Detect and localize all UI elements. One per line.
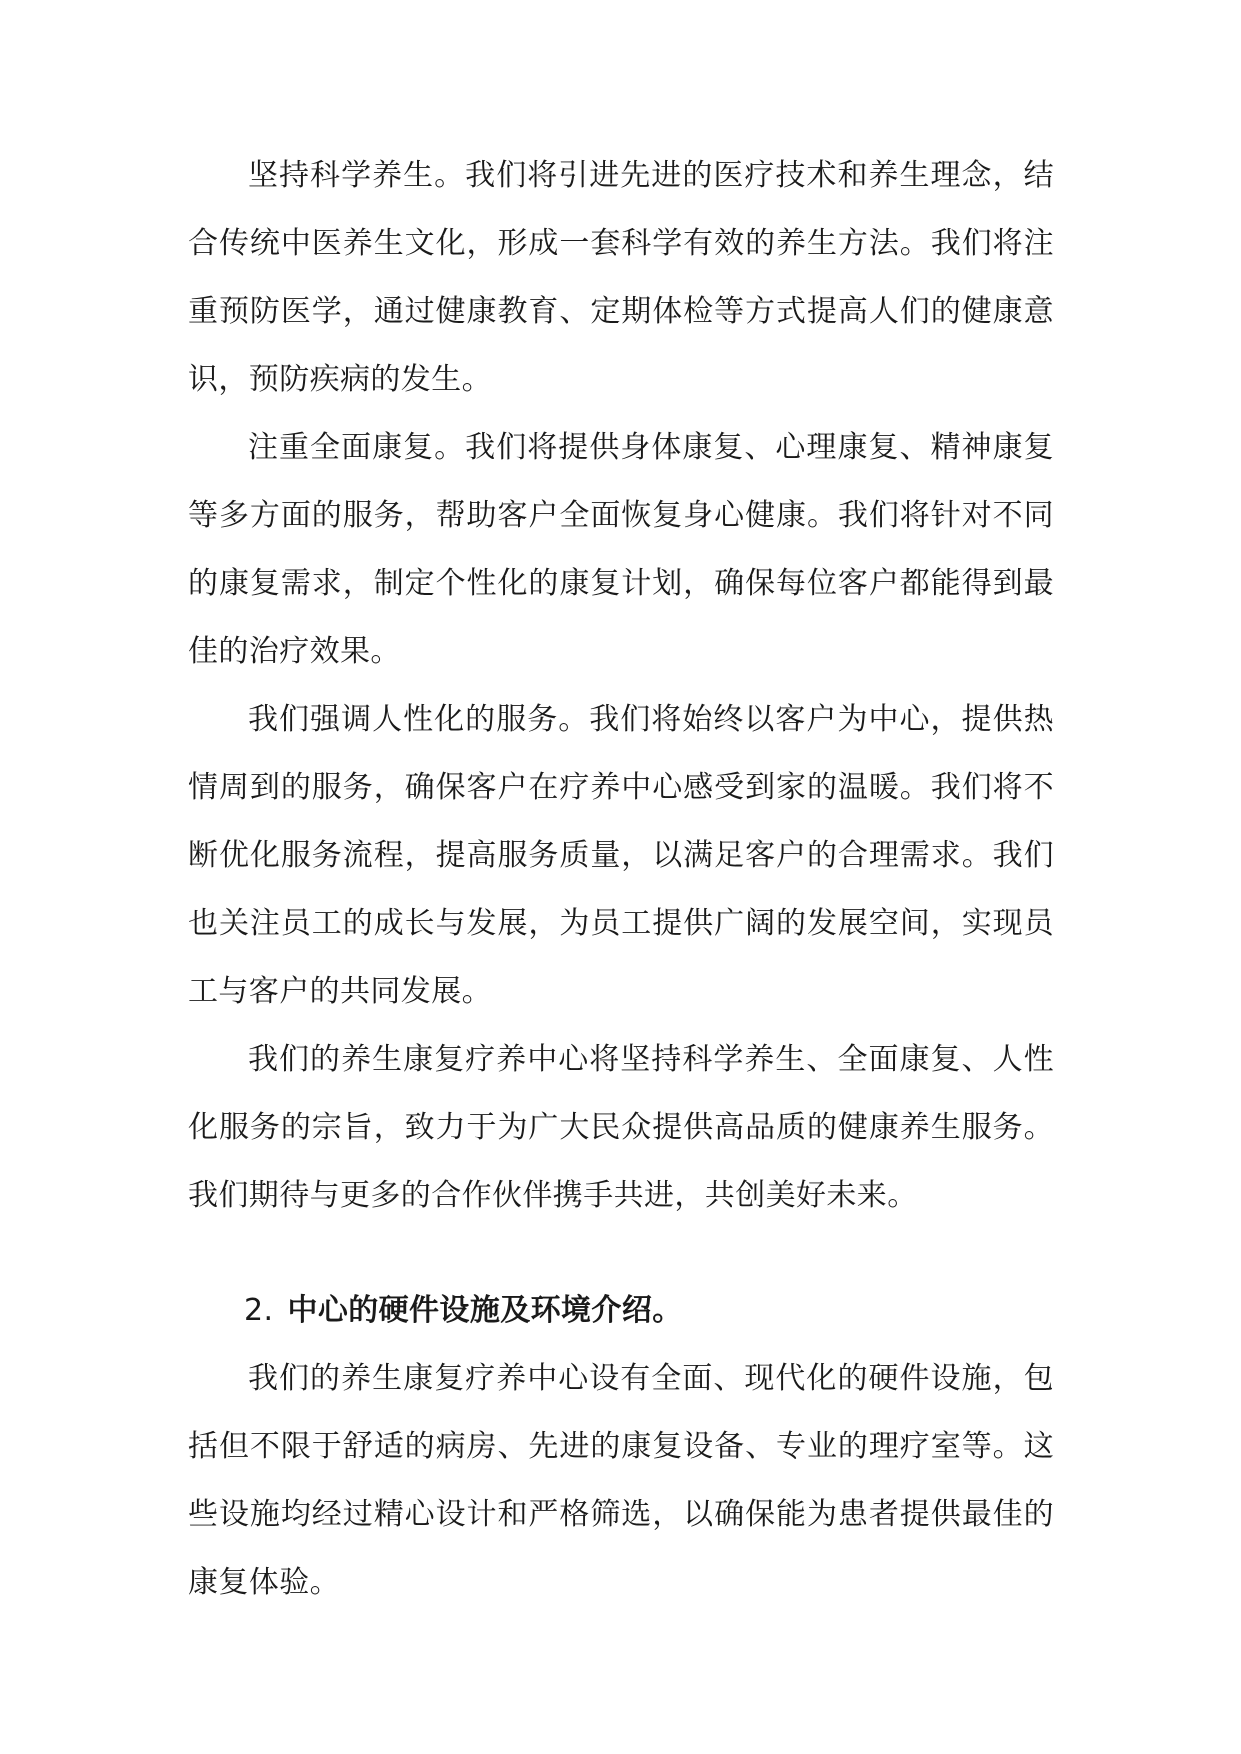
section-title: 中心的硬件设施及环境介绍。 xyxy=(287,1293,683,1328)
paragraph-humanized-service: 我们强调人性化的服务。我们将始终以客户为中心，提供热情周到的服务，确保客户在疗养中心感受到家的温暖。我们将不断优化服务流程，提高服务质量，以满足客户的合理需求。我们也关注员工的成长与发展，为员工提供广阔的发展空间，实现员工与客户的共同发展。 xyxy=(188,702,1054,1009)
paragraph-scientific-health: 坚持科学养生。我们将引进先进的医疗技术和养生理念，结合传统中医养生文化，形成一套科学有效的养生方法。我们将注重预防医学，通过健康教育、定期体检等方式提高人们的健康意识，预防疾病的发生。 xyxy=(188,158,1054,397)
paragraph-comprehensive-rehab: 注重全面康复。我们将提供身体康复、心理康复、精神康复等多方面的服务，帮助客户全面恢复身心健康。我们将针对不同的康复需求，制定个性化的康复计划，确保每位客户都能得到最佳的治疗效果。 xyxy=(188,430,1054,669)
section-heading xyxy=(188,1277,1054,1345)
paragraph-mission-summary: 我们的养生康复疗养中心将坚持科学养生、全面康复、人性化服务的宗旨，致力于为广大民众提供高品质的健康养生服务。我们期待与更多的合作伙伴携手共进，共创美好未来。 xyxy=(188,1042,1054,1213)
section-number: 2. xyxy=(244,1293,274,1328)
paragraph-facilities: 我们的养生康复疗养中心设有全面、现代化的硬件设施，包括但不限于舒适的病房、先进的康复设备、专业的理疗室等。这些设施均经过精心设计和严格筛选，以确保能为患者提供最佳的康复体验。 xyxy=(188,1361,1054,1600)
document-body xyxy=(188,142,1054,1617)
